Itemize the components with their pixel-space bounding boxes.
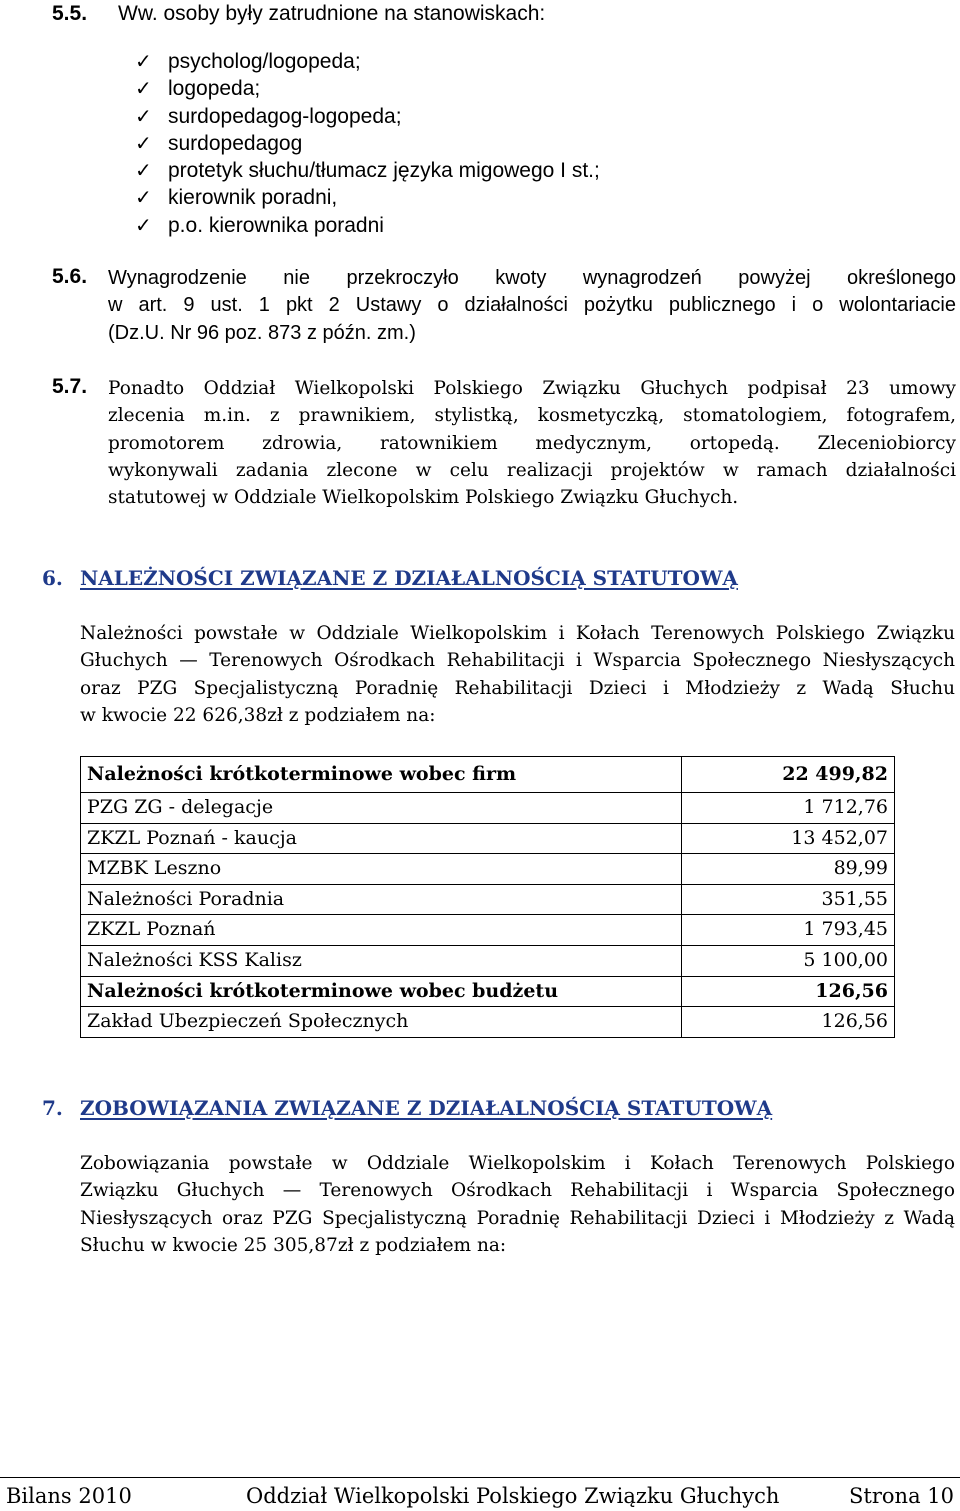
paragraph-line: promotorem zdrowia, ratownikiem medycznym, ortopedą. Zleceniobiorcy [108,432,956,454]
footer-center: Oddział Wielkopolski Polskiego Związku Głuchych [246,1484,780,1508]
table-cell-label: ZKZL Poznań [81,915,682,946]
table-cell-label: MZBK Leszno [81,854,682,885]
position-list [135,48,600,239]
table-cell-value: 89,99 [682,854,895,885]
check-icon: ✓ [135,158,152,183]
list-item: ✓ logopeda; [135,75,600,102]
table-row [81,823,895,854]
table-cell-value: 13 452,07 [682,823,895,854]
check-icon: ✓ [135,103,152,128]
table-cell-value: 126,56 [682,1007,895,1038]
section-5-6-number: 5.6. [52,265,88,288]
receivables-table [80,756,895,1038]
table-cell-value: 351,55 [682,884,895,915]
section-7-body [80,1150,955,1259]
table-cell-label: Należności krótkoterminowe wobec firm [81,757,682,793]
check-icon: ✓ [135,130,152,155]
table-cell-label: Należności KSS Kalisz [81,945,682,976]
table-cell-label: ZKZL Poznań - kaucja [81,823,682,854]
paragraph-line: w art. 9 ust. 1 pkt 2 Ustawy o działalności pożytku publicznego i o wolontariacie [108,294,956,317]
footer-divider [0,1477,960,1478]
table-cell-label: Należności Poradnia [81,884,682,915]
check-icon: ✓ [135,212,152,237]
table-cell-value: 1 712,76 [682,793,895,824]
table-cell-value: 5 100,00 [682,945,895,976]
table-row [81,884,895,915]
paragraph-line: Należności powstałe w Oddziale Wielkopolskim i Kołach Terenowych Polskiego Związku [80,623,955,644]
section-7-title: ZOBOWIĄZANIA ZWIĄZANE Z DZIAŁALNOŚCIĄ STATUTOWĄ [80,1096,773,1120]
list-item: ✓ kierownik poradni, [135,184,600,211]
paragraph-line: Ponadto Oddział Wielkopolski Polskiego Związku Głuchych podpisał 23 umowy [108,378,956,399]
table-row [81,976,895,1007]
section-6-number: 6. [42,566,63,590]
paragraph-line: oraz PZG Specjalistyczną Poradnię Rehabilitacji Dzieci i Młodzieży z Wadą Słuchu [80,677,955,699]
section-7-number: 7. [42,1096,63,1120]
list-item: ✓ p.o. kierownika poradni [135,212,600,239]
table-cell-label: PZG ZG - delegacje [81,793,682,824]
section-5-6-body [108,265,956,347]
table-row [81,915,895,946]
table-cell-label: Należności krótkoterminowe wobec budżetu [81,976,682,1007]
table-row [81,945,895,976]
list-item: ✓ surdopedagog [135,130,600,157]
paragraph-line: Związku Głuchych — Terenowych Ośrodkach Rehabilitacji i Wsparcia Społecznego [80,1180,955,1202]
check-icon: ✓ [135,49,152,73]
section-5-5-heading [52,0,545,28]
paragraph-line: Wynagrodzenie nie przekroczyło kwoty wynagrodzeń powyżej określonego [108,267,956,289]
table-cell-value: 22 499,82 [682,757,895,793]
paragraph-line: wykonywali zadania zlecone w celu realizacji projektów w ramach działalności [108,459,956,481]
paragraph-line: (Dz.U. Nr 96 poz. 873 z późn. zm.) [108,321,416,344]
list-item: ✓ surdopedagog-logopeda; [135,103,600,130]
check-icon: ✓ [135,185,152,210]
table-row [81,1007,895,1038]
paragraph-line: Głuchych — Terenowych Ośrodkach Rehabilitacji i Wsparcia Społecznego Niesłyszących [80,650,955,672]
paragraph-line: statutowej w Oddziale Wielkopolskim Polskiego Związku Głuchych. [108,487,739,509]
table-cell-value: 1 793,45 [682,915,895,946]
paragraph-line: w kwocie 22 626,38zł z podziałem na: [80,704,436,726]
section-5-7-body [108,375,956,511]
footer-right: Strona 10 [849,1484,954,1508]
table-cell-value: 126,56 [682,976,895,1007]
table-row [81,757,895,793]
footer-left: Bilans 2010 [6,1484,132,1508]
table-cell-label: Zakład Ubezpieczeń Społecznych [81,1007,682,1038]
list-item: ✓ protetyk słuchu/tłumacz języka migowego I st.; [135,157,600,184]
table-row [81,854,895,885]
check-icon: ✓ [135,76,152,101]
section-6-body [80,620,955,729]
paragraph-line: Zobowiązania powstałe w Oddziale Wielkopolskim i Kołach Terenowych Polskiego [80,1153,955,1174]
section-6-title: NALEŻNOŚCI ZWIĄZANE Z DZIAŁALNOŚCIĄ STATUTOWĄ [80,566,738,590]
list-item: ✓ psycholog/logopeda; [135,48,600,75]
table-row [81,793,895,824]
paragraph-line: Słuchu w kwocie 25 305,87zł z podziałem na: [80,1234,507,1256]
section-number: 5.5. [52,2,88,25]
paragraph-line: Niesłyszących oraz PZG Specjalistyczną Poradnię Rehabilitacji Dzieci i Młodzieży z Wadą [80,1207,955,1229]
section-5-7-number: 5.7. [52,375,88,398]
paragraph-line: zlecenia m.in. z prawnikiem, stylistką, kosmetyczką, stomatologiem, fotografem, [108,405,956,427]
section-5-5-text: Ww. osoby były zatrudnione na stanowiskach: [118,2,546,25]
